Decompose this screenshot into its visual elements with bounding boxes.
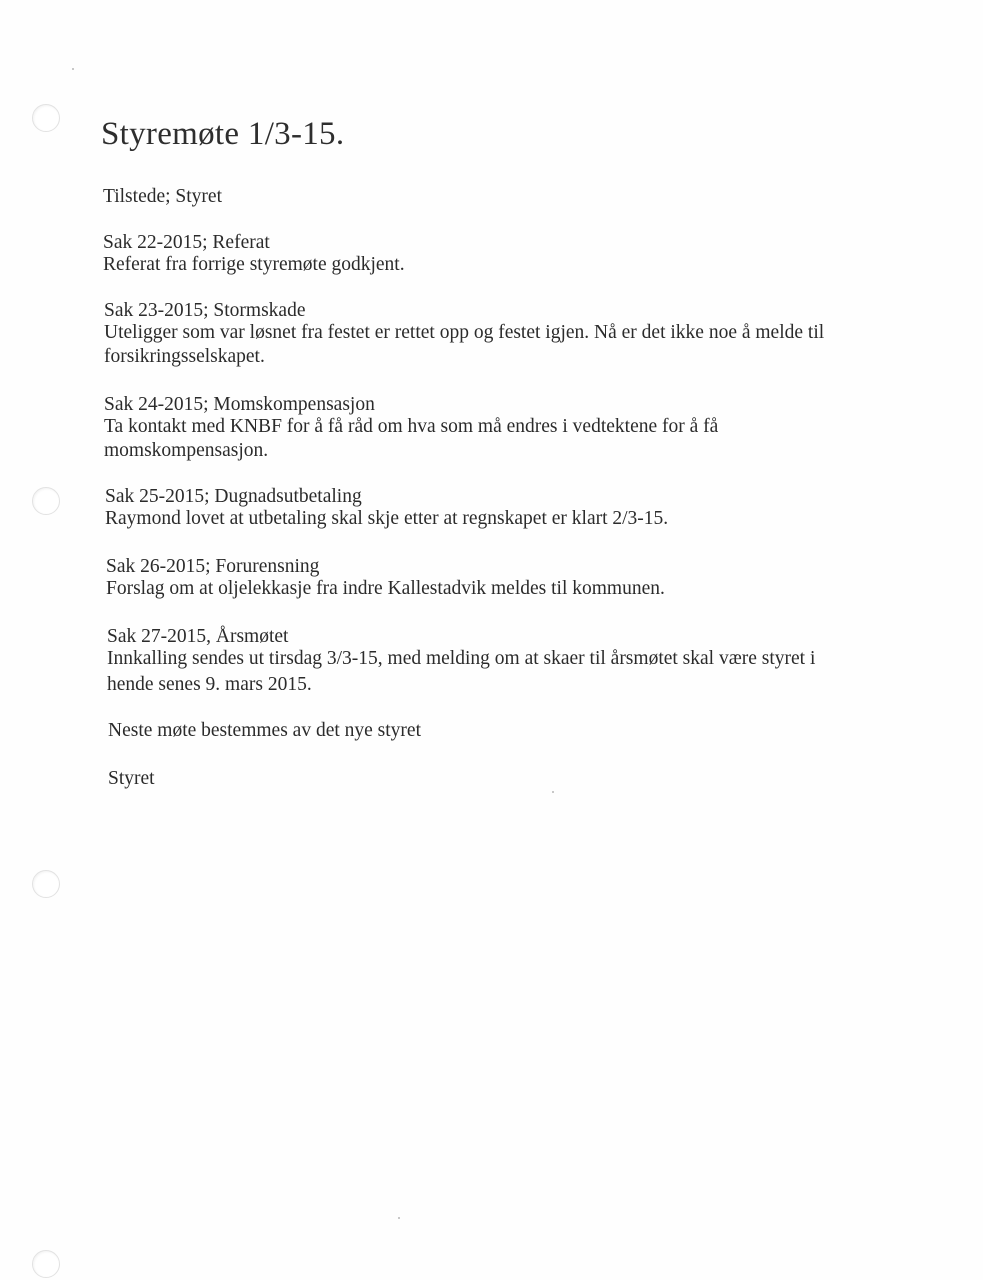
punch-hole <box>32 870 60 898</box>
punch-hole <box>32 487 60 515</box>
scan-speck <box>398 1217 400 1219</box>
item-text: hende senes 9. mars 2015. <box>107 674 312 695</box>
item-text: momskompensasjon. <box>104 440 269 461</box>
item-heading: Sak 27-2015, Årsmøtet <box>107 626 289 647</box>
item-heading: Sak 26-2015; Forurensning <box>106 556 320 577</box>
punch-hole <box>32 1250 60 1278</box>
item-heading: Sak 24-2015; Momskompensasjon <box>104 394 375 415</box>
document-title: Styremøte 1/3-15. <box>101 116 345 152</box>
item-text: Forslag om at oljelekkasje fra indre Kallestadvik meldes til kommunen. <box>106 578 665 599</box>
item-text: Ta kontakt med KNBF for å få råd om hva som må endres i vedtektene for å få <box>104 416 719 437</box>
attendance-line: Tilstede; Styret <box>103 186 222 207</box>
item-text: Innkalling sendes ut tirsdag 3/3-15, med melding om at skaer til årsmøtet skal være styret i <box>107 648 816 669</box>
item-text: forsikringsselskapet. <box>104 346 265 367</box>
item-heading: Sak 22-2015; Referat <box>103 232 270 253</box>
item-text: Raymond lovet at utbetaling skal skje etter at regnskapet er klart 2/3-15. <box>105 508 669 529</box>
item-text: Referat fra forrige styremøte godkjent. <box>103 254 405 275</box>
scan-speck <box>72 68 74 70</box>
item-heading: Sak 25-2015; Dugnadsutbetaling <box>105 486 362 507</box>
item-heading: Sak 23-2015; Stormskade <box>104 300 306 321</box>
item-text: Uteligger som var løsnet fra festet er rettet opp og festet igjen. Nå er det ikke noe å melde til <box>104 322 825 343</box>
signature: Styret <box>108 768 155 789</box>
next-meeting-line: Neste møte bestemmes av det nye styret <box>108 720 421 741</box>
punch-hole <box>32 104 60 132</box>
scan-speck <box>552 791 554 793</box>
